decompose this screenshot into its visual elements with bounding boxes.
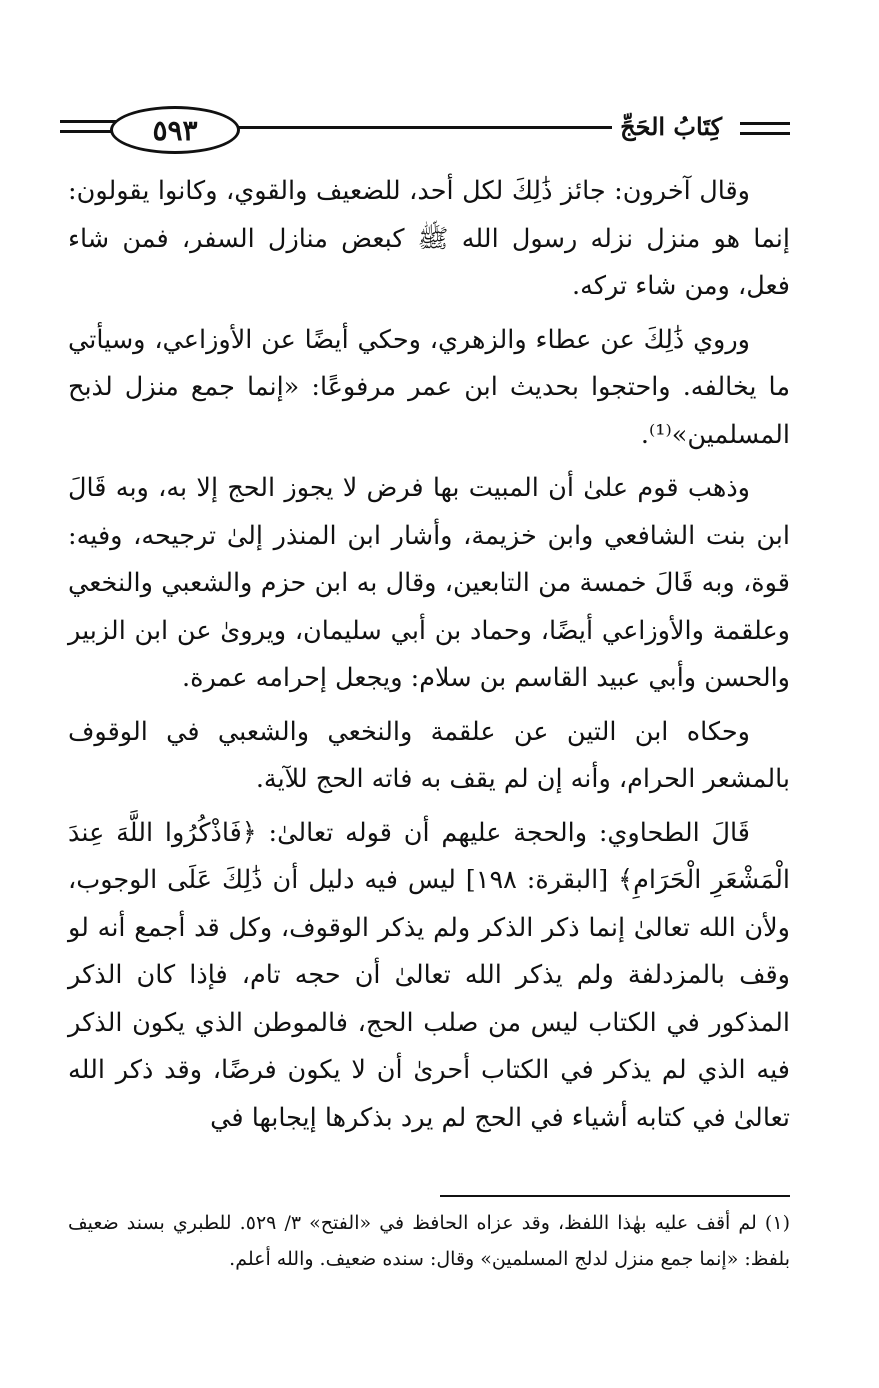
main-text [68,168,790,1148]
paragraph: وقال آخرون: جائز ذَٰلِكَ لكل أحد، للضعيف والقوي، وكانوا يقولون: إنما هو منزل نزله رسول الله ﷺ كبعض منازل السفر، فمن شاء فعل، ومن شاء تركه. [68,176,790,301]
header-rule-left [60,120,120,123]
page-header [60,100,790,160]
header-rule-right-2 [740,132,790,135]
paragraph: وروي ذَٰلِكَ عن عطاء والزهري، وحكي أيضًا عن الأوزاعي، وسيأتي ما يخالفه. واحتجوا بحديث ابن عمر مرفوعًا: «إنما جمع منزل لذبح المسلمين»⁽¹⁾. [68,324,790,450]
footnote-divider [440,1195,790,1197]
header-rule-right [740,122,790,125]
book-title: كِتَابُ الحَجِّ [612,112,730,141]
paragraph: وذهب قوم علىٰ أن المبيت بها فرض لا يجوز الحج إلا به، وبه قَالَ ابن بنت الشافعي وابن خزيمة، وأشار ابن المنذر إلىٰ ترجيحه، وفيه: قوة، وبه قَالَ خمسة من التابعين، وقال به ابن حزم والشعبي والنخعي وعلقمة والأوزاعي أيضًا، وحماد بن أبي سليمان، ويروىٰ عن ابن الزبير والحسن وأبي عبيد القاسم بن سلام: ويجعل إحرامه عمرة. [68,473,790,693]
header-rule-middle [235,126,625,129]
paragraph: وحكاه ابن التين عن علقمة والنخعي والشعبي في الوقوف بالمشعر الحرام، وأنه إن لم يقف به فاته الحج للآية. [68,716,790,794]
footnote-text: (١) لم أقف عليه بهٰذا اللفظ، وقد عزاه الحافظ في «الفتح» ٣/ ٥٢٩. للطبري بسند ضعيف بلفظ: «إنما جمع منزل لدلج المسلمين» وقال: سنده ضعيف. والله أعلم. [68,1212,790,1270]
paragraph: قَالَ الطحاوي: والحجة عليهم أن قوله تعالىٰ: ﴿فَاذْكُرُوا اللَّهَ عِندَ الْمَشْعَرِ الْحَرَامِ﴾ [البقرة: ١٩٨] ليس فيه دليل أن ذَٰلِكَ عَلَى الوجوب، ولأن الله تعالىٰ إنما ذكر الذكر ولم يذكر الوقوف، وكل قد أجمع أنه لو وقف بالمزدلفة ولم يذكر الله تعالىٰ أن حجه تام، فإذا كان الذكر المذكور في الكتاب ليس من صلب الحج، فالموطن الذي يكون الذكر فيه الذي لم يذكر في الكتاب أحرىٰ أن لا يكون فرضًا، وقد ذكر الله تعالىٰ في كتابه أشياء في الحج لم يرد بذكرها إيجابها في [68,817,791,1133]
footnote [68,1205,790,1277]
page-number: ٥٩٣ [110,106,240,154]
